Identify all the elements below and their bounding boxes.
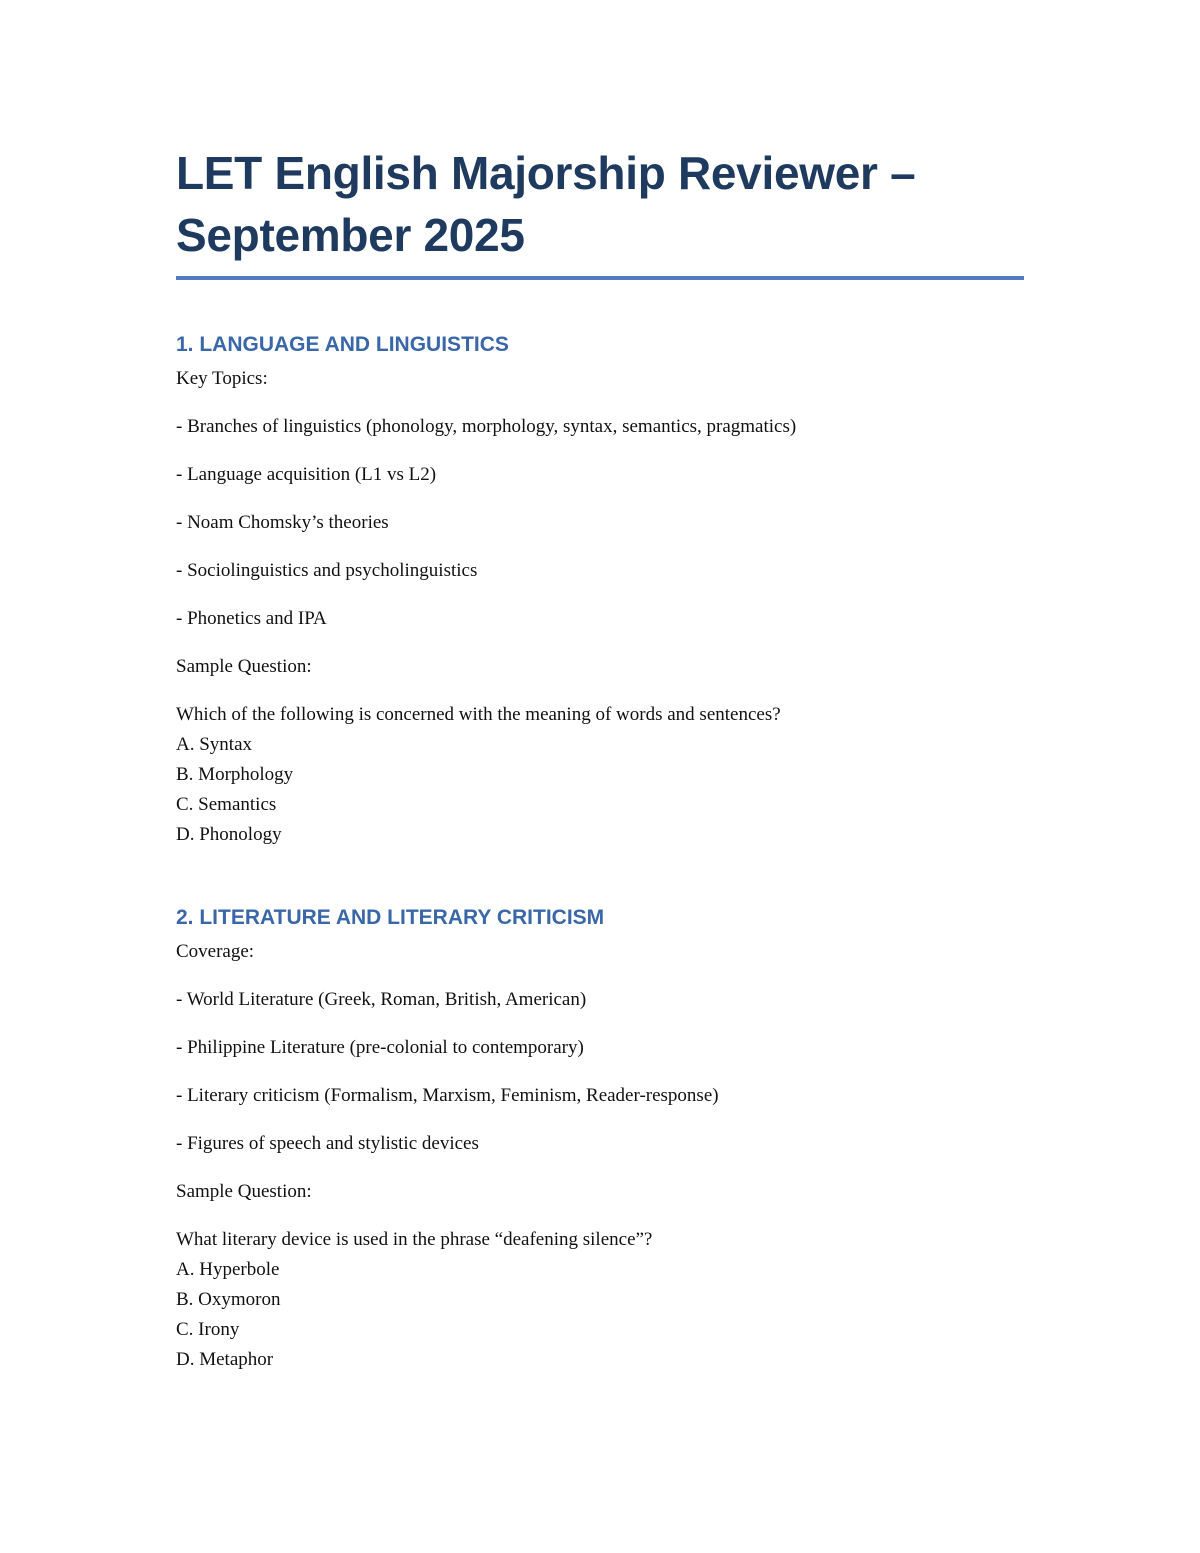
answer-option: C. Irony [176,1319,240,1340]
answer-option: D. Phonology [176,824,282,845]
answer-option: B. Morphology [176,764,294,785]
section-heading: 1. LANGUAGE AND LINGUISTICS [176,333,509,356]
sample-question-label: Sample Question: [176,656,312,677]
list-item: - Sociolinguistics and psycholinguistics [176,560,478,581]
list-item: - World Literature (Greek, Roman, British, American) [176,989,587,1010]
document-content [176,142,1024,1374]
list-item: - Figures of speech and stylistic devices [176,1133,479,1154]
list-item: - Phonetics and IPA [176,608,327,629]
question-text: Which of the following is concerned with the meaning of words and sentences? [176,704,781,725]
title-underline-rule [176,276,1024,280]
answer-option: A. Syntax [176,734,252,755]
section-label: Key Topics: [176,368,268,389]
list-item: - Noam Chomsky’s theories [176,512,389,533]
answer-option: D. Metaphor [176,1349,274,1370]
section-heading: 2. LITERATURE AND LITERARY CRITICISM [176,906,605,929]
list-item: - Literary criticism (Formalism, Marxism, Feminism, Reader-response) [176,1085,719,1106]
sample-question-label: Sample Question: [176,1181,312,1202]
list-item: - Language acquisition (L1 vs L2) [176,464,437,485]
section-language-linguistics [176,331,1024,849]
question-text: What literary device is used in the phrase “deafening silence”? [176,1229,653,1250]
section-literature-criticism [176,904,1024,1374]
title-line-2: September 2025 [176,209,525,261]
document-title [176,142,1024,266]
section-label: Coverage: [176,941,255,962]
title-line-1: LET English Majorship Reviewer – [176,147,916,199]
answer-option: A. Hyperbole [176,1259,280,1280]
answer-option: B. Oxymoron [176,1289,281,1310]
list-item: - Philippine Literature (pre-colonial to contemporary) [176,1037,584,1058]
answer-option: C. Semantics [176,794,277,815]
list-item: - Branches of linguistics (phonology, morphology, syntax, semantics, pragmatics) [176,416,797,437]
